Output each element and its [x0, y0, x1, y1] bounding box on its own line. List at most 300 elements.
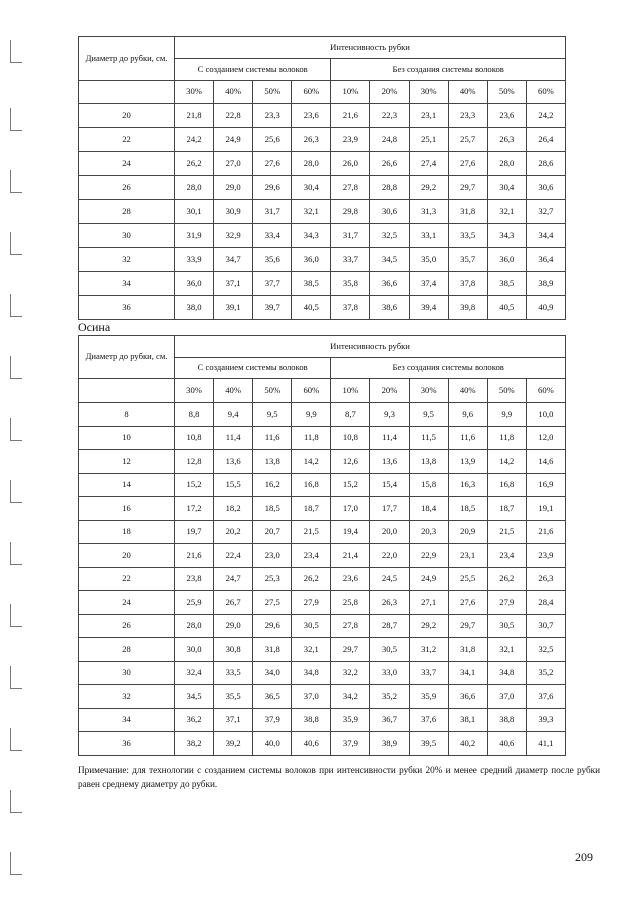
percent-header: 50%	[487, 81, 526, 104]
value-cell: 8,7	[331, 403, 370, 427]
value-cell: 15,5	[214, 473, 253, 497]
intensity-header: Интенсивность рубки	[175, 37, 566, 59]
value-cell: 29,7	[331, 638, 370, 662]
value-cell: 28,0	[292, 152, 331, 176]
value-cell: 30,0	[175, 638, 214, 662]
value-cell: 37,1	[214, 272, 253, 296]
value-cell: 13,8	[409, 450, 448, 474]
diameter-cell: 34	[79, 708, 175, 732]
group-header-with-trails: С созданием системы волоков	[175, 59, 331, 81]
table-row	[79, 104, 566, 128]
value-cell: 24,5	[370, 567, 409, 591]
value-cell: 33,9	[175, 248, 214, 272]
diameter-table-aspen	[78, 335, 566, 756]
value-cell: 25,5	[448, 567, 487, 591]
diameter-cell: 22	[79, 567, 175, 591]
table-row	[79, 685, 566, 709]
value-cell: 24,8	[370, 128, 409, 152]
value-cell: 19,7	[175, 520, 214, 544]
table-body	[79, 403, 566, 756]
value-cell: 37,4	[409, 272, 448, 296]
binding-mark	[10, 356, 22, 379]
value-cell: 32,2	[331, 661, 370, 685]
percent-header: 50%	[487, 379, 526, 403]
diameter-cell: 24	[79, 591, 175, 615]
diameter-cell: 36	[79, 296, 175, 320]
value-cell: 29,8	[331, 200, 370, 224]
value-cell: 23,9	[331, 128, 370, 152]
value-cell: 9,9	[487, 403, 526, 427]
value-cell: 8,8	[175, 403, 214, 427]
value-cell: 34,3	[487, 224, 526, 248]
value-cell: 31,2	[409, 638, 448, 662]
binding-mark	[10, 666, 22, 689]
page-number: 209	[575, 850, 593, 864]
value-cell: 24,9	[214, 128, 253, 152]
diameter-cell: 26	[79, 614, 175, 638]
footnote: Примечание: для технологии с созданием системы волоков при интенсивности рубки 20% и менее средний диаметр после рубки равен среднему диаметру до рубки.	[78, 765, 600, 789]
value-cell: 22,8	[214, 104, 253, 128]
value-cell: 40,6	[487, 732, 526, 756]
value-cell: 11,8	[487, 426, 526, 450]
value-cell: 23,6	[331, 567, 370, 591]
diameter-cell: 30	[79, 224, 175, 248]
value-cell: 30,5	[292, 614, 331, 638]
table-row	[79, 473, 566, 497]
value-cell: 16,9	[526, 473, 565, 497]
value-cell: 25,9	[175, 591, 214, 615]
header-row-percent	[79, 81, 566, 104]
value-cell: 30,9	[214, 200, 253, 224]
value-cell: 25,6	[253, 128, 292, 152]
diameter-cell: 16	[79, 497, 175, 521]
value-cell: 26,4	[526, 128, 565, 152]
value-cell: 37,0	[292, 685, 331, 709]
percent-header: 30%	[409, 379, 448, 403]
value-cell: 36,5	[253, 685, 292, 709]
binding-mark	[10, 294, 22, 317]
value-cell: 30,6	[526, 176, 565, 200]
value-cell: 26,3	[292, 128, 331, 152]
value-cell: 28,0	[175, 614, 214, 638]
binding-mark	[10, 728, 22, 751]
value-cell: 27,5	[253, 591, 292, 615]
value-cell: 33,7	[409, 661, 448, 685]
value-cell: 39,7	[253, 296, 292, 320]
value-cell: 16,3	[448, 473, 487, 497]
value-cell: 35,6	[253, 248, 292, 272]
percent-header: 30%	[175, 379, 214, 403]
value-cell: 13,9	[448, 450, 487, 474]
value-cell: 29,7	[448, 176, 487, 200]
value-cell: 32,7	[526, 200, 565, 224]
value-cell: 37,8	[448, 272, 487, 296]
table-row	[79, 544, 566, 568]
value-cell: 19,1	[526, 497, 565, 521]
value-cell: 40,0	[253, 732, 292, 756]
value-cell: 31,8	[448, 200, 487, 224]
value-cell: 14,2	[292, 450, 331, 474]
diameter-cell: 24	[79, 152, 175, 176]
value-cell: 21,8	[175, 104, 214, 128]
percent-header: 40%	[214, 81, 253, 104]
value-cell: 29,6	[253, 176, 292, 200]
value-cell: 18,5	[253, 497, 292, 521]
value-cell: 35,9	[409, 685, 448, 709]
value-cell: 38,8	[292, 708, 331, 732]
value-cell: 29,6	[253, 614, 292, 638]
value-cell: 10,0	[526, 403, 565, 427]
percent-header: 40%	[448, 81, 487, 104]
value-cell: 32,1	[292, 200, 331, 224]
value-cell: 31,7	[331, 224, 370, 248]
table-row	[79, 296, 566, 320]
section-title: Осина	[78, 320, 111, 334]
empty-header-cell	[79, 379, 175, 403]
value-cell: 38,9	[526, 272, 565, 296]
binding-mark	[10, 232, 22, 255]
table-row	[79, 732, 566, 756]
value-cell: 35,9	[331, 708, 370, 732]
value-cell: 11,4	[370, 426, 409, 450]
value-cell: 20,3	[409, 520, 448, 544]
value-cell: 20,0	[370, 520, 409, 544]
value-cell: 30,7	[526, 614, 565, 638]
value-cell: 28,8	[370, 176, 409, 200]
value-cell: 37,6	[526, 685, 565, 709]
value-cell: 35,5	[214, 685, 253, 709]
percent-header: 40%	[214, 379, 253, 403]
value-cell: 14,6	[526, 450, 565, 474]
value-cell: 29,0	[214, 614, 253, 638]
table-body	[79, 104, 566, 320]
value-cell: 30,4	[487, 176, 526, 200]
value-cell: 38,5	[487, 272, 526, 296]
diameter-cell: 32	[79, 685, 175, 709]
value-cell: 27,1	[409, 591, 448, 615]
binding-mark	[10, 604, 22, 627]
value-cell: 30,4	[292, 176, 331, 200]
value-cell: 26,3	[487, 128, 526, 152]
value-cell: 31,3	[409, 200, 448, 224]
value-cell: 13,8	[253, 450, 292, 474]
value-cell: 32,5	[526, 638, 565, 662]
value-cell: 17,7	[370, 497, 409, 521]
value-cell: 25,7	[448, 128, 487, 152]
value-cell: 35,2	[370, 685, 409, 709]
value-cell: 23,9	[526, 544, 565, 568]
value-cell: 39,2	[214, 732, 253, 756]
value-cell: 39,8	[448, 296, 487, 320]
value-cell: 25,1	[409, 128, 448, 152]
value-cell: 34,8	[487, 661, 526, 685]
value-cell: 36,6	[448, 685, 487, 709]
value-cell: 10,8	[175, 426, 214, 450]
value-cell: 20,9	[448, 520, 487, 544]
diameter-cell: 20	[79, 544, 175, 568]
diameter-cell: 20	[79, 104, 175, 128]
percent-header: 20%	[370, 81, 409, 104]
value-cell: 13,6	[370, 450, 409, 474]
value-cell: 16,8	[292, 473, 331, 497]
diameter-table-1	[78, 36, 566, 320]
value-cell: 30,5	[370, 638, 409, 662]
diameter-cell: 34	[79, 272, 175, 296]
value-cell: 39,5	[409, 732, 448, 756]
table-row	[79, 176, 566, 200]
header-row-intensity	[79, 336, 566, 358]
value-cell: 11,6	[253, 426, 292, 450]
value-cell: 13,6	[214, 450, 253, 474]
value-cell: 27,8	[331, 614, 370, 638]
diameter-cell: 32	[79, 248, 175, 272]
value-cell: 33,7	[331, 248, 370, 272]
value-cell: 32,4	[175, 661, 214, 685]
value-cell: 32,1	[292, 638, 331, 662]
value-cell: 27,6	[448, 591, 487, 615]
value-cell: 38,1	[448, 708, 487, 732]
value-cell: 28,4	[526, 591, 565, 615]
value-cell: 31,8	[448, 638, 487, 662]
value-cell: 9,5	[253, 403, 292, 427]
value-cell: 26,2	[175, 152, 214, 176]
percent-header: 40%	[448, 379, 487, 403]
value-cell: 18,7	[487, 497, 526, 521]
value-cell: 18,7	[292, 497, 331, 521]
value-cell: 15,4	[370, 473, 409, 497]
value-cell: 32,9	[214, 224, 253, 248]
value-cell: 23,1	[448, 544, 487, 568]
table-row	[79, 567, 566, 591]
value-cell: 35,2	[526, 661, 565, 685]
value-cell: 34,2	[331, 685, 370, 709]
table-row	[79, 403, 566, 427]
value-cell: 21,4	[331, 544, 370, 568]
value-cell: 19,4	[331, 520, 370, 544]
value-cell: 27,9	[487, 591, 526, 615]
diameter-cell: 10	[79, 426, 175, 450]
value-cell: 29,2	[409, 176, 448, 200]
binding-mark	[10, 790, 22, 813]
table-row	[79, 224, 566, 248]
binding-mark	[10, 480, 22, 503]
table-row	[79, 497, 566, 521]
diameter-cell: 22	[79, 128, 175, 152]
diameter-cell: 26	[79, 176, 175, 200]
value-cell: 21,5	[487, 520, 526, 544]
group-header-without-trails: Без создания системы волоков	[331, 59, 566, 81]
percent-header: 20%	[370, 379, 409, 403]
value-cell: 9,4	[214, 403, 253, 427]
value-cell: 23,6	[487, 104, 526, 128]
value-cell: 22,9	[409, 544, 448, 568]
diameter-cell: 12	[79, 450, 175, 474]
value-cell: 26,2	[487, 567, 526, 591]
value-cell: 12,0	[526, 426, 565, 450]
table-row	[79, 272, 566, 296]
value-cell: 37,7	[253, 272, 292, 296]
value-cell: 14,2	[487, 450, 526, 474]
value-cell: 16,2	[253, 473, 292, 497]
value-cell: 20,2	[214, 520, 253, 544]
binding-mark	[10, 418, 22, 441]
value-cell: 26,3	[526, 567, 565, 591]
value-cell: 18,5	[448, 497, 487, 521]
diameter-cell: 36	[79, 732, 175, 756]
value-cell: 36,6	[370, 272, 409, 296]
value-cell: 33,1	[409, 224, 448, 248]
value-cell: 12,8	[175, 450, 214, 474]
value-cell: 17,0	[331, 497, 370, 521]
value-cell: 22,3	[370, 104, 409, 128]
value-cell: 38,9	[370, 732, 409, 756]
value-cell: 38,0	[175, 296, 214, 320]
table-row	[79, 520, 566, 544]
value-cell: 18,2	[214, 497, 253, 521]
table-row	[79, 450, 566, 474]
value-cell: 29,7	[448, 614, 487, 638]
value-cell: 9,3	[370, 403, 409, 427]
percent-header: 10%	[331, 81, 370, 104]
value-cell: 29,2	[409, 614, 448, 638]
diameter-cell: 18	[79, 520, 175, 544]
value-cell: 22,4	[214, 544, 253, 568]
value-cell: 30,5	[487, 614, 526, 638]
value-cell: 27,6	[448, 152, 487, 176]
value-cell: 38,2	[175, 732, 214, 756]
binding-mark	[10, 40, 22, 63]
value-cell: 11,5	[409, 426, 448, 450]
value-cell: 24,2	[526, 104, 565, 128]
value-cell: 21,6	[526, 520, 565, 544]
value-cell: 36,0	[487, 248, 526, 272]
value-cell: 34,7	[214, 248, 253, 272]
value-cell: 36,4	[526, 248, 565, 272]
value-cell: 37,6	[409, 708, 448, 732]
value-cell: 11,6	[448, 426, 487, 450]
value-cell: 26,2	[292, 567, 331, 591]
value-cell: 33,5	[448, 224, 487, 248]
value-cell: 36,0	[175, 272, 214, 296]
value-cell: 37,0	[487, 685, 526, 709]
value-cell: 23,4	[487, 544, 526, 568]
value-cell: 18,4	[409, 497, 448, 521]
percent-header: 60%	[292, 81, 331, 104]
value-cell: 23,3	[253, 104, 292, 128]
value-cell: 21,6	[331, 104, 370, 128]
value-cell: 41,1	[526, 732, 565, 756]
binding-mark	[10, 170, 22, 193]
value-cell: 32,1	[487, 200, 526, 224]
value-cell: 28,7	[370, 614, 409, 638]
value-cell: 34,4	[526, 224, 565, 248]
value-cell: 11,8	[292, 426, 331, 450]
value-cell: 29,0	[214, 176, 253, 200]
value-cell: 39,1	[214, 296, 253, 320]
value-cell: 34,8	[292, 661, 331, 685]
value-cell: 9,9	[292, 403, 331, 427]
value-cell: 23,1	[409, 104, 448, 128]
value-cell: 15,2	[175, 473, 214, 497]
value-cell: 12,6	[331, 450, 370, 474]
table-row	[79, 152, 566, 176]
value-cell: 38,6	[370, 296, 409, 320]
value-cell: 40,5	[487, 296, 526, 320]
binding-mark	[10, 542, 22, 565]
value-cell: 30,1	[175, 200, 214, 224]
binding-mark	[10, 852, 22, 875]
value-cell: 37,8	[331, 296, 370, 320]
value-cell: 34,1	[448, 661, 487, 685]
value-cell: 33,0	[370, 661, 409, 685]
value-cell: 25,3	[253, 567, 292, 591]
empty-header-cell	[79, 81, 175, 104]
value-cell: 24,7	[214, 567, 253, 591]
diameter-column-header: Диаметр до рубки, см.	[79, 37, 175, 81]
table-row	[79, 426, 566, 450]
value-cell: 20,7	[253, 520, 292, 544]
value-cell: 38,8	[487, 708, 526, 732]
value-cell: 23,4	[292, 544, 331, 568]
value-cell: 34,3	[292, 224, 331, 248]
value-cell: 28,0	[175, 176, 214, 200]
value-cell: 9,6	[448, 403, 487, 427]
value-cell: 15,2	[331, 473, 370, 497]
binding-marks	[0, 0, 26, 905]
value-cell: 34,5	[175, 685, 214, 709]
group-header-without-trails: Без создания системы волоков	[331, 358, 566, 379]
value-cell: 24,9	[409, 567, 448, 591]
table-row	[79, 638, 566, 662]
value-cell: 21,5	[292, 520, 331, 544]
value-cell: 27,9	[292, 591, 331, 615]
value-cell: 16,8	[487, 473, 526, 497]
value-cell: 32,5	[370, 224, 409, 248]
table-row	[79, 614, 566, 638]
value-cell: 35,8	[331, 272, 370, 296]
value-cell: 23,8	[175, 567, 214, 591]
value-cell: 34,5	[370, 248, 409, 272]
group-header-with-trails: С созданием системы волоков	[175, 358, 331, 379]
value-cell: 25,8	[331, 591, 370, 615]
percent-header: 30%	[409, 81, 448, 104]
value-cell: 40,9	[526, 296, 565, 320]
value-cell: 40,2	[448, 732, 487, 756]
value-cell: 26,6	[370, 152, 409, 176]
diameter-cell: 28	[79, 638, 175, 662]
value-cell: 33,4	[253, 224, 292, 248]
value-cell: 27,4	[409, 152, 448, 176]
value-cell: 40,5	[292, 296, 331, 320]
value-cell: 9,5	[409, 403, 448, 427]
value-cell: 35,7	[448, 248, 487, 272]
value-cell: 10,8	[331, 426, 370, 450]
table-row	[79, 661, 566, 685]
diameter-cell: 30	[79, 661, 175, 685]
value-cell: 37,9	[253, 708, 292, 732]
table-row	[79, 708, 566, 732]
value-cell: 26,7	[214, 591, 253, 615]
table-row	[79, 591, 566, 615]
percent-header: 50%	[253, 379, 292, 403]
value-cell: 31,7	[253, 200, 292, 224]
diameter-cell: 14	[79, 473, 175, 497]
value-cell: 36,0	[292, 248, 331, 272]
header-row-intensity	[79, 37, 566, 59]
table-row	[79, 128, 566, 152]
value-cell: 39,4	[409, 296, 448, 320]
binding-mark	[10, 108, 22, 131]
